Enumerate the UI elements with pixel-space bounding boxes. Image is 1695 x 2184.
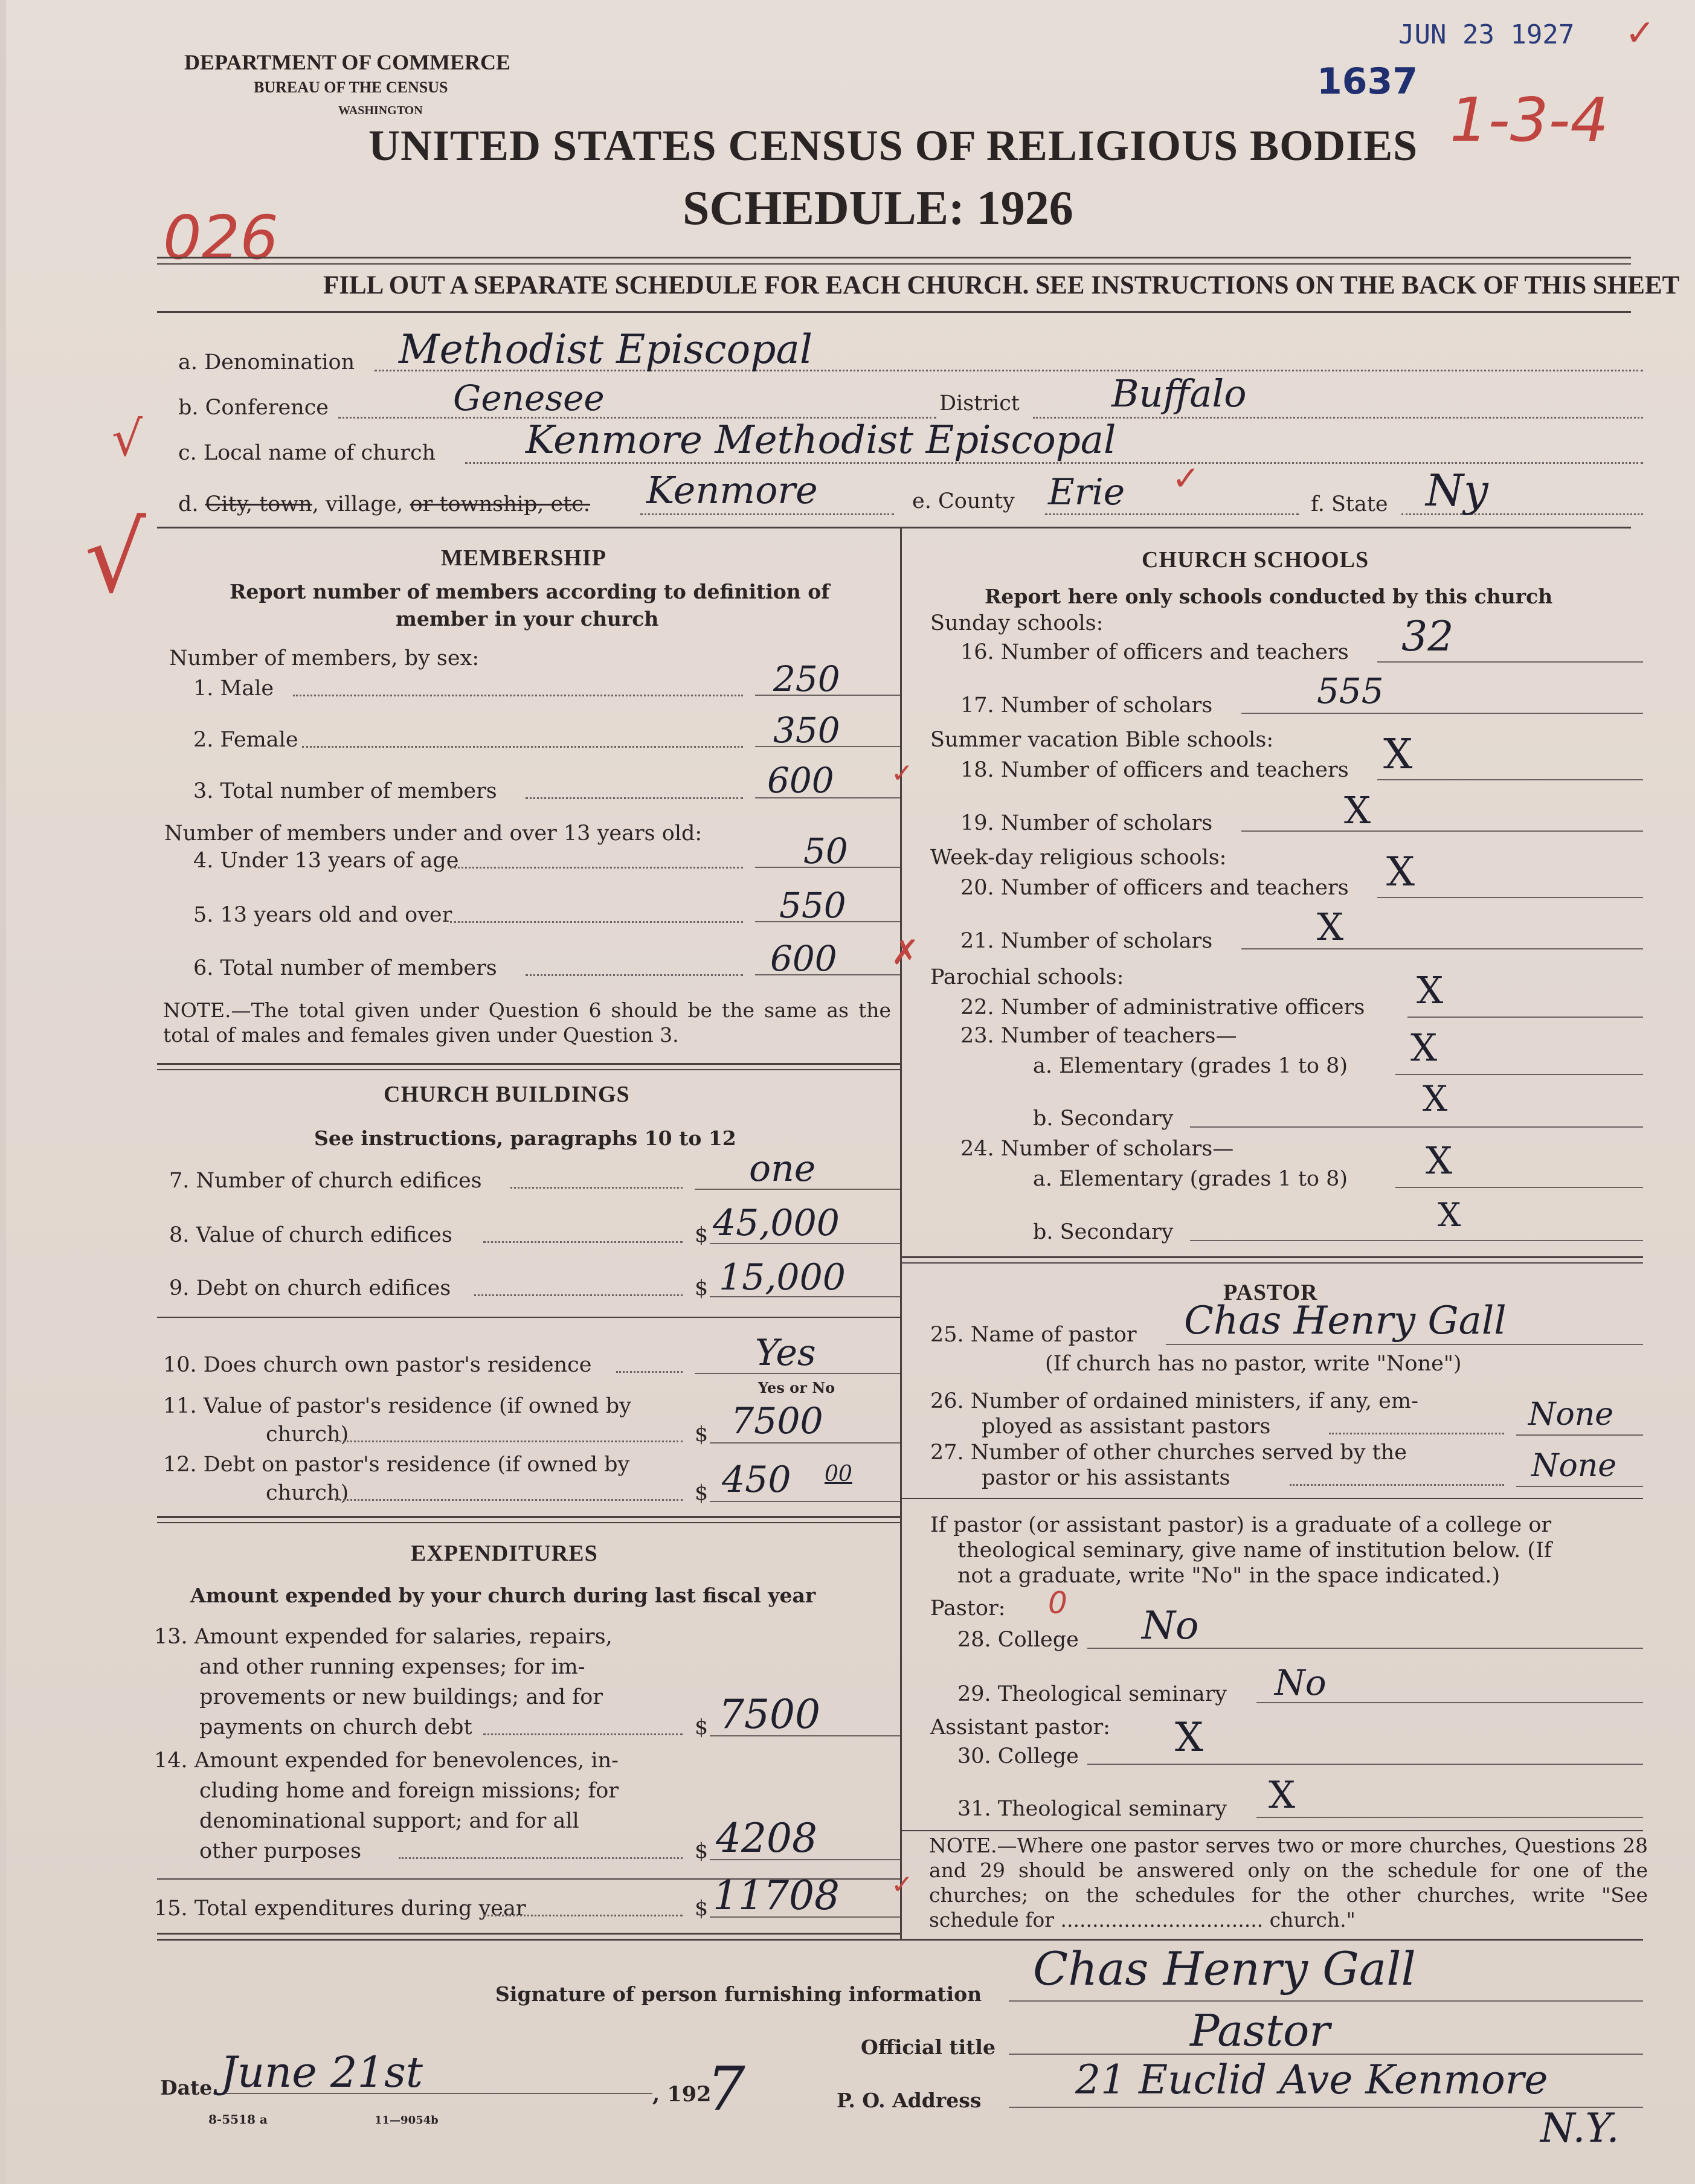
answer-line [710,1442,900,1444]
check-mark-icon: ✓ [1625,12,1656,54]
check-mark-icon: ✓ [1172,459,1200,498]
q18-label: 18. Number of officers and teachers [960,758,1349,782]
q12-label: church) [266,1481,349,1505]
answer-line [1087,1764,1643,1765]
q8-label: 8. Value of church edifices [169,1223,452,1247]
conference-value[interactable]: Genesee [453,377,605,419]
leader-dots [302,746,743,748]
q28-value[interactable]: No [1142,1604,1199,1648]
q31-label: 31. Theological seminary [957,1797,1227,1821]
q28-label: 28. College [957,1628,1079,1652]
q10-value[interactable]: Yes [755,1332,816,1374]
q14-label: 14. Amount expended for benevolences, in- [154,1749,619,1773]
expenditures-heading: EXPENDITURES [411,1541,598,1566]
q25-value[interactable]: Chas Henry Gall [1184,1299,1507,1343]
membership-instruction: Report number of members according to definition of [230,580,830,603]
signature-label: Signature of person furnishing information [495,1982,982,2006]
members-age-label: Number of members under and over 13 years old: [164,821,703,846]
dollar-sign: $ [695,1715,709,1739]
q7-label: 7. Number of church edifices [169,1169,482,1193]
q11-value[interactable]: 7500 [731,1400,823,1442]
q14-value[interactable]: 4208 [716,1815,817,1861]
answer-line [710,1501,900,1502]
q24b-label: b. Secondary [1033,1220,1174,1244]
leader-dots [1290,1484,1504,1486]
q13-label: provements or new buildings; and for [199,1685,603,1709]
parochial-schools-label: Parochial schools: [930,965,1124,989]
q25-label: 25. Name of pastor [930,1323,1137,1347]
form-subtitle: SCHEDULE: 1926 [683,182,1073,235]
q1-value[interactable]: 250 [773,658,840,699]
form-title: UNITED STATES CENSUS OF RELIGIOUS BODIES [368,121,1418,170]
buildings-heading: CHURCH BUILDINGS [384,1082,630,1107]
signature-value[interactable]: Chas Henry Gall [1033,1942,1416,1996]
q15-value[interactable]: 11708 [713,1872,840,1919]
denomination-value[interactable]: Methodist Episcopal [399,326,812,373]
q24a-label: a. Elementary (grades 1 to 8) [1033,1167,1348,1191]
q14-label: other purposes [199,1839,362,1863]
answer-line [1190,1240,1643,1241]
membership-heading: MEMBERSHIP [441,545,606,571]
q6-label: 6. Total number of members [193,956,497,980]
q12-label: 12. Debt on pastor's residence (if owned by [163,1453,630,1477]
check-mark-icon: √ [112,411,143,467]
summer-schools-label: Summer vacation Bible schools: [930,728,1274,752]
official-title-label: Official title [861,2035,995,2059]
q23a-label: a. Elementary (grades 1 to 8) [1033,1054,1348,1078]
q18-value[interactable]: X [1383,731,1413,779]
expenditures-instruction: Amount expended by your church during last fiscal year [190,1584,816,1607]
q14-label: denominational support; and for all [199,1809,579,1833]
q30-label: 30. College [957,1744,1079,1768]
leader-dots [526,974,743,976]
divider [157,1933,900,1935]
q17-value[interactable]: 555 [1317,670,1384,711]
q30-value[interactable]: X [1175,1714,1203,1761]
leader-dots [474,1294,683,1296]
pastor-heading: PASTOR [1223,1280,1318,1305]
divider [157,1317,900,1318]
q19-label: 19. Number of scholars [960,811,1213,835]
date-value[interactable]: June 21st [220,2048,423,2097]
graduate-instruction: If pastor (or assistant pastor) is a graduate of a college or [930,1513,1552,1537]
dollar-sign: $ [695,1422,709,1447]
divider [157,1522,900,1523]
q12-cents[interactable]: 00 [825,1462,852,1486]
signature-line [1009,2000,1643,2002]
answer-line [1516,1486,1643,1487]
church-name-value[interactable]: Kenmore Methodist Episcopal [526,418,1116,463]
q9-value[interactable]: 15,000 [719,1256,846,1299]
column-divider [900,527,902,1940]
leader-dots [399,1857,683,1859]
department-name: DEPARTMENT OF COMMERCE [184,50,511,74]
leader-dots [526,797,743,799]
leader-dots [450,867,743,869]
form-number: 8-5518 a [208,2112,268,2127]
pastor-subheading: Pastor: [930,1596,1006,1620]
q14-label: cluding home and foreign missions; for [199,1779,619,1803]
divider [157,257,1631,259]
pastor-note: NOTE.—Where one pastor serves two or more churches, Questions 28 and 29 should be answered only on the schedule for one of the churches; on the schedules for the other churches, write "See schedule for ................................ church." [929,1834,1648,1932]
district-line [1033,417,1643,419]
q26-label: 26. Number of ordained ministers, if any, em- [930,1389,1418,1413]
denomination-label: a. Denomination [178,350,355,374]
q13-label: 13. Amount expended for salaries, repairs, [154,1625,613,1649]
schools-instruction: Report here only schools conducted by this church [985,585,1553,608]
leader-dots [483,1241,683,1243]
q20-label: 20. Number of officers and teachers [960,876,1349,900]
divider [900,1830,1643,1831]
check-mark-icon: ✓ [891,1869,913,1900]
q23-label: 23. Number of teachers— [960,1024,1237,1048]
answer-line [1166,1344,1643,1345]
print-number: 11—9054b [375,2114,439,2127]
dollar-sign: $ [695,1481,709,1505]
graduate-instruction: not a graduate, write "No" in the space indicated.) [957,1564,1500,1588]
divider [157,1939,1643,1941]
red-code: 1-3-4 [1450,85,1609,155]
leader-dots [1329,1433,1504,1434]
q4-value[interactable]: 50 [803,830,848,872]
state-value[interactable]: Ny [1426,465,1488,516]
answer-line [1395,1187,1643,1188]
answer-line [1256,1817,1643,1818]
date-year-digit[interactable]: 7 [707,2054,745,2124]
q13-label: payments on church debt [199,1715,472,1739]
answer-line [1407,1017,1643,1018]
leader-dots [293,695,743,696]
q6-value[interactable]: 600 [770,938,837,979]
q20-value[interactable]: X [1386,849,1415,895]
check-mark-icon: ✓ [891,758,913,789]
received-date-stamp: JUN 23 1927 [1398,19,1575,50]
q22-value[interactable]: X [1417,968,1444,1012]
official-title-value[interactable]: Pastor [1190,2005,1330,2056]
divider [157,527,1631,528]
district-value[interactable]: Buffalo [1111,371,1247,416]
divider [900,1256,1643,1258]
red-mark-icon: 0 [1048,1585,1067,1620]
q10-label: 10. Does church own pastor's residence [163,1353,592,1377]
answer-line [1395,1074,1643,1075]
q26-label: ployed as assistant pastors [982,1415,1271,1439]
schools-heading: CHURCH SCHOOLS [1142,547,1369,573]
q11-label: church) [266,1422,349,1447]
po-address-label: P. O. Address [837,2089,982,2112]
q27-label: 27. Number of other churches served by the [930,1440,1407,1465]
answer-line [1377,661,1643,663]
assistant-subheading: Assistant pastor: [930,1715,1110,1739]
divider [157,311,1631,313]
leader-dots [483,1915,683,1916]
answer-line [1241,713,1643,714]
q9-label: 9. Debt on church edifices [169,1276,451,1300]
q12-value[interactable]: 450 [722,1459,791,1501]
leader-dots [450,921,743,923]
red-mark-icon: √ [85,501,146,614]
divider [900,1498,1643,1499]
q24a-value[interactable]: X [1426,1139,1453,1183]
q15-label: 15. Total expenditures during year [154,1897,526,1921]
answer-line [1516,1434,1643,1436]
leader-dots [483,1733,683,1735]
q3-value[interactable]: 600 [767,760,834,801]
members-by-sex-label: Number of members, by sex: [169,646,480,670]
dollar-sign: $ [695,1839,709,1863]
county-label: e. County [912,489,1015,513]
locality-label: d. City, town, village, or township, etc. [178,492,590,516]
dollar-sign: $ [695,1223,709,1247]
q31-value[interactable]: X [1269,1773,1296,1817]
po-address-value[interactable]: 21 Euclid Ave Kenmore [1075,2057,1548,2103]
conference-label: b. Conference [178,396,329,420]
q5-label: 5. 13 years old and over [193,903,452,927]
answer-line [1377,779,1643,780]
divider [157,263,1631,265]
q27-label: pastor or his assistants [982,1466,1230,1490]
q5-value[interactable]: 550 [779,885,846,926]
census-form-sheet [6,0,1695,2184]
red-mark-icon: ✗ [891,933,919,972]
membership-instruction: member in your church [396,607,659,631]
weekday-schools-label: Week-day religious schools: [930,846,1227,870]
locality-value[interactable]: Kenmore [646,468,818,512]
divider [157,1063,900,1065]
q1-label: 1. Male [193,676,274,701]
locality-line [640,513,894,515]
q17-label: 17. Number of scholars [960,693,1213,718]
instruction-banner: FILL OUT A SEPARATE SCHEDULE FOR EACH CHURCH. SEE INSTRUCTIONS ON THE BACK OF THIS SHEET [323,271,1680,300]
buildings-instruction: See instructions, paragraphs 10 to 12 [314,1126,736,1150]
state-label: f. State [1311,492,1388,516]
q26-value[interactable]: None [1528,1396,1614,1433]
bureau-city: WASHINGTON [338,104,423,117]
divider [157,1069,900,1070]
divider [900,1262,1643,1264]
date-year-prefix: , 192 [652,2082,712,2107]
graduate-instruction: theological seminary, give name of institution below. (If [957,1538,1552,1563]
q16-label: 16. Number of officers and teachers [960,640,1349,664]
q2-label: 2. Female [193,728,298,752]
q23b-label: b. Secondary [1033,1106,1174,1131]
q24b-value[interactable]: X [1438,1196,1461,1234]
q29-value[interactable]: No [1275,1662,1327,1703]
q25-hint: (If church has no pastor, write "None") [1045,1352,1462,1376]
q27-value[interactable]: None [1531,1448,1617,1484]
dollar-sign: $ [695,1897,709,1921]
divider [157,1516,900,1518]
schedule-number-stamp: 1637 [1317,60,1418,103]
q29-label: 29. Theological seminary [957,1682,1227,1706]
date-label: Date [160,2076,213,2099]
answer-line [1241,948,1643,949]
q24-label: 24. Number of scholars— [960,1137,1234,1161]
district-label: District [939,391,1020,416]
answer-line [1190,1126,1643,1128]
dollar-sign: $ [695,1276,709,1300]
leader-dots [510,1187,683,1189]
membership-note: NOTE.—The total given under Question 6 should be the same as the total of males and females given under Question 3. [163,998,891,1047]
q16-value[interactable]: 32 [1401,613,1454,661]
leader-dots [616,1371,683,1373]
q19-value[interactable]: X [1344,788,1371,832]
county-value[interactable]: Erie [1048,471,1125,513]
q7-value[interactable]: one [749,1148,816,1190]
church-name-label: c. Local name of church [178,441,436,465]
leader-dots [335,1499,683,1501]
answer-line [1377,897,1643,898]
q13-label: and other running expenses; for im- [199,1655,585,1679]
red-left-code: 026 [163,202,278,273]
q11-label: 11. Value of pastor's residence (if owned by [163,1394,631,1418]
q8-value[interactable]: 45,000 [713,1202,840,1244]
q13-value[interactable]: 7500 [719,1691,820,1738]
q3-label: 3. Total number of members [193,779,497,803]
sunday-schools-label: Sunday schools: [930,611,1104,635]
q4-label: 4. Under 13 years of age [193,849,459,873]
answer-line [1241,830,1643,832]
county-line [1045,513,1299,515]
q10-hint: Yes or No [758,1379,835,1396]
leader-dots [335,1440,683,1442]
q2-value[interactable]: 350 [773,710,840,751]
po-address-state[interactable]: N.Y. [1540,2105,1619,2151]
bureau-name: BUREAU OF THE CENSUS [254,79,448,96]
q21-label: 21. Number of scholars [960,929,1213,953]
q23a-value[interactable]: X [1410,1026,1438,1070]
q22-label: 22. Number of administrative officers [960,995,1365,1020]
q23b-value[interactable]: X [1423,1078,1448,1119]
q21-value[interactable]: X [1317,905,1344,949]
